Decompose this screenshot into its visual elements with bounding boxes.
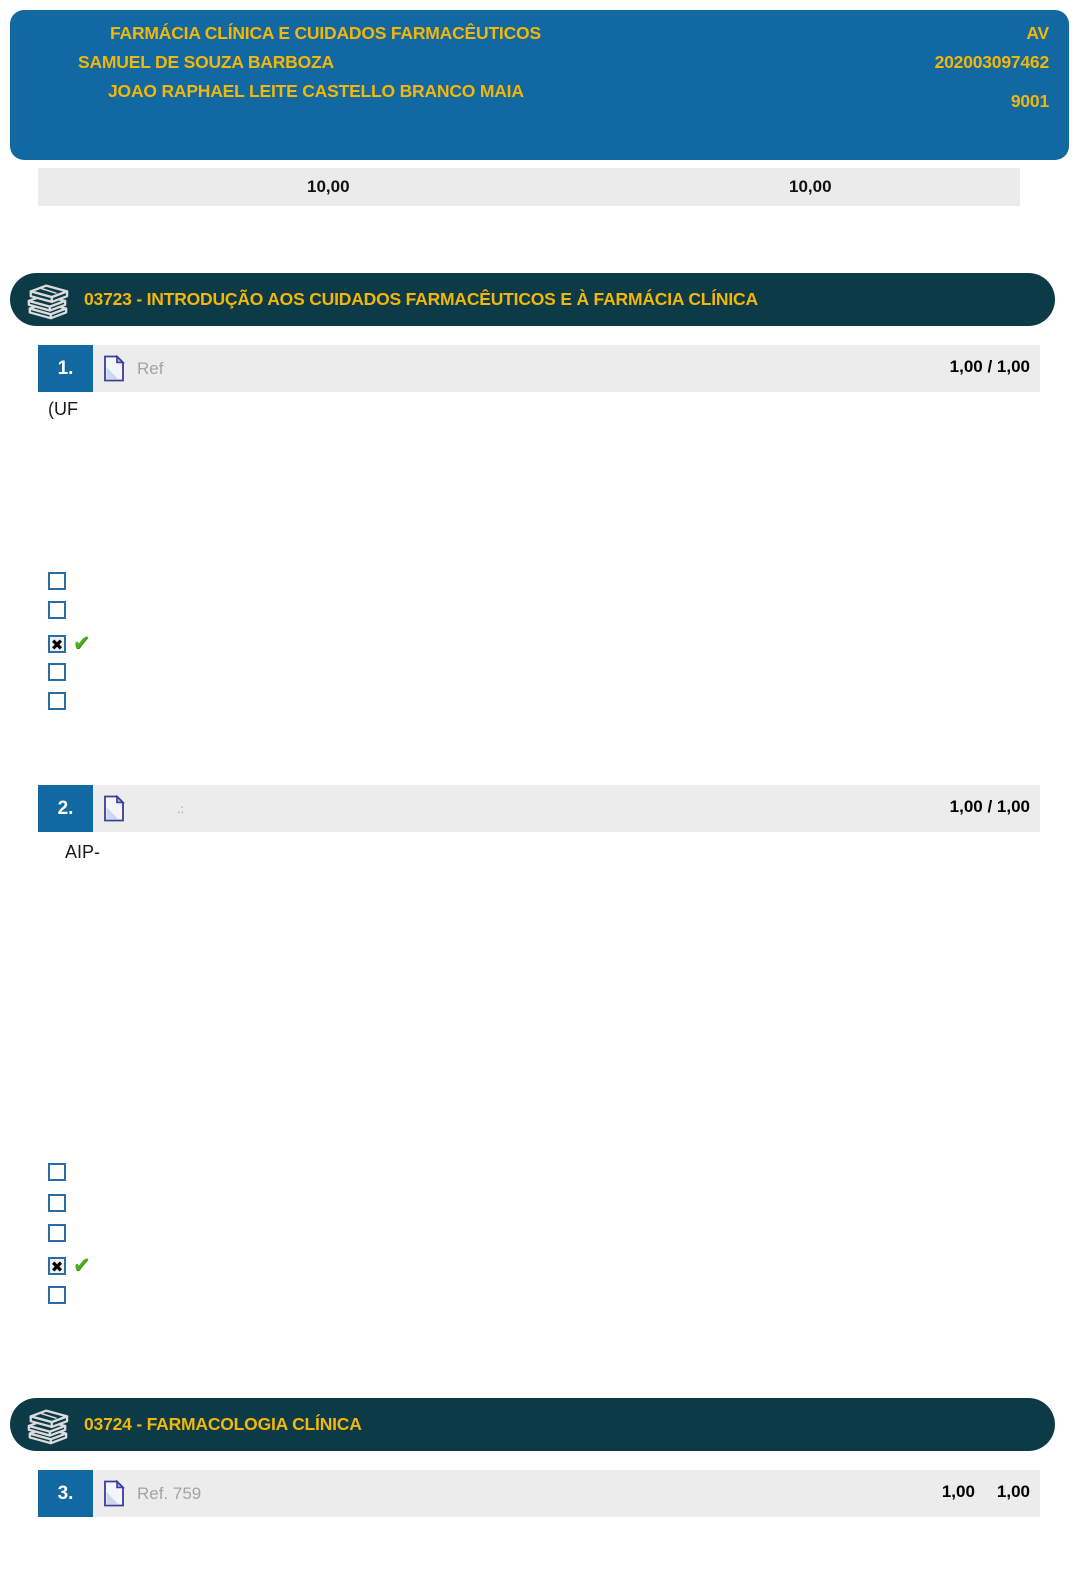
books-icon: [22, 1403, 72, 1447]
question-score: [942, 1482, 1030, 1502]
question-row: [38, 345, 1040, 392]
checkbox-box-icon[interactable]: [48, 1163, 66, 1181]
section-header: [10, 273, 1055, 326]
question-number: 1.: [38, 345, 93, 392]
document-icon: [103, 1480, 125, 1507]
question-score: 1,00 / 1,00: [949, 797, 1030, 816]
checkbox-box-icon[interactable]: ✖: [48, 1257, 66, 1275]
question-number: 2.: [38, 785, 93, 832]
score-total: 1,00: [996, 1482, 1030, 1501]
answer-checkbox[interactable]: [48, 1286, 66, 1304]
header-card: [10, 10, 1069, 160]
question-header-bar: [93, 1470, 1040, 1517]
section-header: [10, 1398, 1055, 1451]
checkbox-box-icon[interactable]: [48, 692, 66, 710]
question-score: 1,00 / 1,00: [949, 357, 1030, 376]
checkbox-box-icon[interactable]: [48, 601, 66, 619]
total-score-left: 10,00: [307, 177, 350, 196]
score-summary-bar: [38, 168, 1020, 206]
answer-checkbox[interactable]: [48, 692, 66, 710]
question-ref-label: Ref. 759: [137, 1483, 202, 1503]
answer-checkbox[interactable]: [48, 663, 66, 681]
class-code: 9001: [1010, 91, 1049, 111]
student-name: SAMUEL DE SOUZA BARBOZA: [78, 52, 334, 72]
score-obtained: 1,00: [941, 1482, 975, 1501]
answer-checkbox[interactable]: [48, 1194, 66, 1212]
answer-checkbox[interactable]: [48, 1163, 66, 1181]
question-body-text: AIP-: [65, 842, 101, 862]
answer-checkbox[interactable]: [48, 1224, 66, 1242]
checkbox-box-icon[interactable]: [48, 1194, 66, 1212]
correct-check-icon: ✔: [73, 1254, 91, 1277]
checkbox-box-icon[interactable]: [48, 663, 66, 681]
answer-checkbox[interactable]: [48, 572, 66, 590]
checkbox-box-icon[interactable]: ✖: [48, 635, 66, 653]
section-title: 03723 - INTRODUÇÃO AOS CUIDADOS FARMACÊUTICOS E À FARMÁCIA CLÍNICA: [84, 289, 758, 309]
checkbox-box-icon[interactable]: [48, 1224, 66, 1242]
question-header-bar: [93, 785, 1040, 832]
question-ref-label: Ref: [137, 358, 164, 378]
question-row: [38, 785, 1040, 832]
professor-name: JOAO RAPHAEL LEITE CASTELLO BRANCO MAIA: [108, 81, 524, 101]
section-title: 03724 - FARMACOLOGIA CLÍNICA: [84, 1414, 362, 1434]
exam-type-label: AV: [1026, 23, 1049, 43]
registration-number: 202003097462: [934, 52, 1049, 72]
answer-checkbox-checked[interactable]: [48, 1256, 91, 1276]
total-score-right: 10,00: [789, 177, 832, 196]
answer-checkbox[interactable]: [48, 601, 66, 619]
correct-check-icon: ✔: [73, 632, 91, 655]
document-icon: [103, 795, 125, 822]
question-body-text: (UF: [48, 399, 78, 419]
question-number: 3.: [38, 1470, 93, 1517]
document-icon: [103, 355, 125, 382]
checkbox-box-icon[interactable]: [48, 572, 66, 590]
checkbox-box-icon[interactable]: [48, 1286, 66, 1304]
question-header-bar: [93, 345, 1040, 392]
question-row: [38, 1470, 1040, 1517]
course-title: FARMÁCIA CLÍNICA E CUIDADOS FARMACÊUTICOS: [110, 23, 541, 43]
books-icon: [22, 278, 72, 322]
answer-checkbox-checked[interactable]: [48, 634, 91, 654]
question-ref-label: .:: [177, 801, 184, 816]
